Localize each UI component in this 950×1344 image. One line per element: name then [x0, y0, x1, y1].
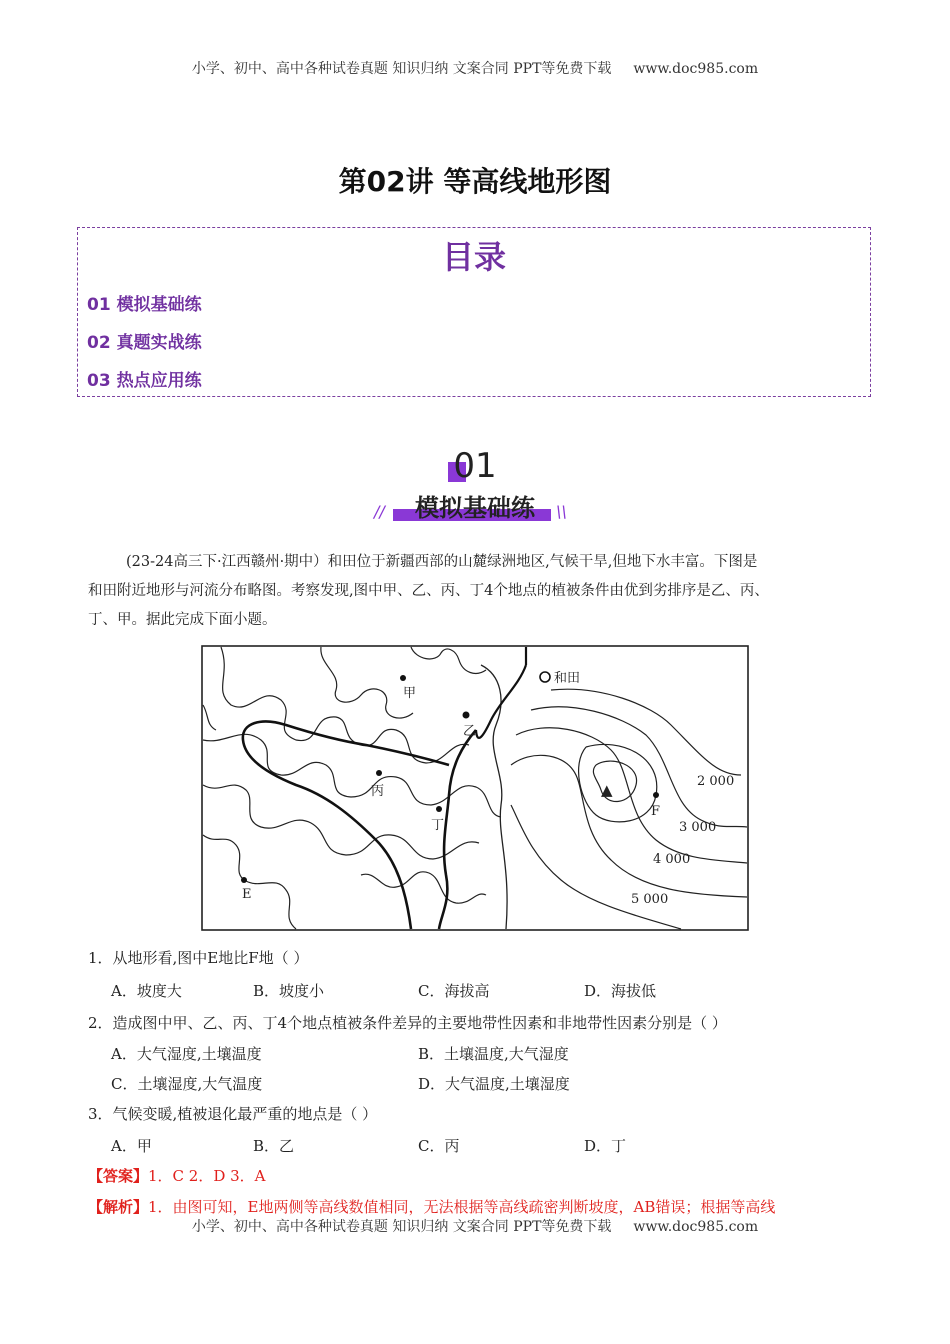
ding-point	[436, 806, 442, 812]
section-number: 01	[453, 446, 497, 486]
toc-heading: 目录	[441, 238, 506, 276]
map-label-f: F	[651, 804, 661, 819]
analysis-line	[88, 1196, 868, 1217]
q1-option-a[interactable]: A．坡度大	[111, 982, 182, 1000]
contour-label-2000: 2 000	[697, 774, 735, 789]
contour-label-4000: 4 000	[653, 852, 691, 867]
map-label-hetian: 和田	[554, 671, 581, 686]
map-label-jia: 甲	[403, 686, 417, 701]
q3-option-c[interactable]: C．丙	[418, 1137, 460, 1155]
footer-text: 小学、初中、高中各种试卷真题 知识归纳 文案合同 PPT等免费下载	[191, 1219, 612, 1235]
toc-box	[77, 227, 871, 397]
section-title: 模拟基础练	[415, 494, 535, 522]
hetian-marker	[540, 672, 550, 682]
section-slash-right: \\	[556, 502, 567, 521]
toc-item-3[interactable]: 03 热点应用练	[87, 371, 202, 391]
page-header	[0, 58, 950, 78]
e-point	[241, 877, 247, 883]
analysis-label: 【解析】	[88, 1198, 149, 1216]
q3-option-b[interactable]: B．乙	[253, 1137, 295, 1155]
map-label-ding: 丁	[431, 818, 445, 833]
q1-option-d[interactable]: D．海拔低	[584, 982, 657, 1000]
page-title: 第02讲 等高线地形图	[338, 165, 612, 198]
q3-option-d[interactable]: D．丁	[584, 1137, 627, 1155]
intro-line-1: (23-24高三下·江西赣州·期中）和田位于新疆西部的山麓绿洲地区,气候干旱,但地下水丰富。下图是	[126, 554, 758, 570]
page-footer	[0, 1216, 950, 1236]
contour-label-3000: 3 000	[679, 820, 717, 835]
intro-line-3: 丁、甲。据此完成下面小题。	[88, 612, 277, 628]
q2-option-d[interactable]: D．大气温度,土壤湿度	[418, 1075, 570, 1093]
section-slash-left: //	[374, 502, 385, 521]
q2-option-b[interactable]: B．土壤温度,大气湿度	[418, 1045, 569, 1063]
header-url[interactable]: www.doc985.com	[633, 61, 759, 77]
footer-url[interactable]: www.doc985.com	[633, 1219, 759, 1235]
question-1-stem: 1．从地形看,图中E地比F地（ ）	[88, 949, 309, 967]
f-point	[653, 792, 659, 798]
answer-line	[88, 1165, 266, 1186]
toc-item-1[interactable]: 01 模拟基础练	[87, 295, 202, 315]
q2-option-c[interactable]: C．土壤湿度,大气温度	[111, 1075, 263, 1093]
contour-map	[201, 645, 749, 931]
q1-option-b[interactable]: B．坡度小	[253, 982, 325, 1000]
answer-text: 1．C 2．D 3．A	[148, 1167, 266, 1185]
analysis-text: 1．由图可知，E地两侧等高线数值相同，无法根据等高线疏密判断坡度，AB错误；根据等高线	[148, 1198, 776, 1216]
question-2-stem: 2．造成图中甲、乙、丙、丁4个地点植被条件差异的主要地带性因素和非地带性因素分别是（ ）	[88, 1014, 727, 1032]
map-label-yi: 乙	[463, 724, 477, 739]
map-label-bing: 丙	[371, 784, 385, 799]
q3-option-a[interactable]: A．甲	[111, 1137, 152, 1155]
contour-label-5000: 5 000	[631, 892, 669, 907]
peak-icon: ▲	[601, 781, 613, 799]
q1-option-c[interactable]: C．海拔高	[418, 982, 490, 1000]
answer-label: 【答案】	[88, 1167, 149, 1185]
map-label-e: E	[242, 887, 252, 902]
q2-option-a[interactable]: A．大气湿度,土壤温度	[111, 1045, 262, 1063]
question-3-stem: 3．气候变暖,植被退化最严重的地点是（ ）	[88, 1105, 378, 1123]
header-text: 小学、初中、高中各种试卷真题 知识归纳 文案合同 PPT等免费下载	[191, 61, 612, 77]
toc-item-2[interactable]: 02 真题实战练	[87, 333, 202, 353]
jia-point	[400, 675, 406, 681]
yi-point	[463, 712, 470, 719]
bing-point	[376, 770, 382, 776]
intro-paragraph	[88, 548, 870, 635]
intro-line-2: 和田附近地形与河流分布略图。考察发现,图中甲、乙、丙、丁4个地点的植被条件由优到劣排序是乙、丙、	[88, 583, 769, 599]
